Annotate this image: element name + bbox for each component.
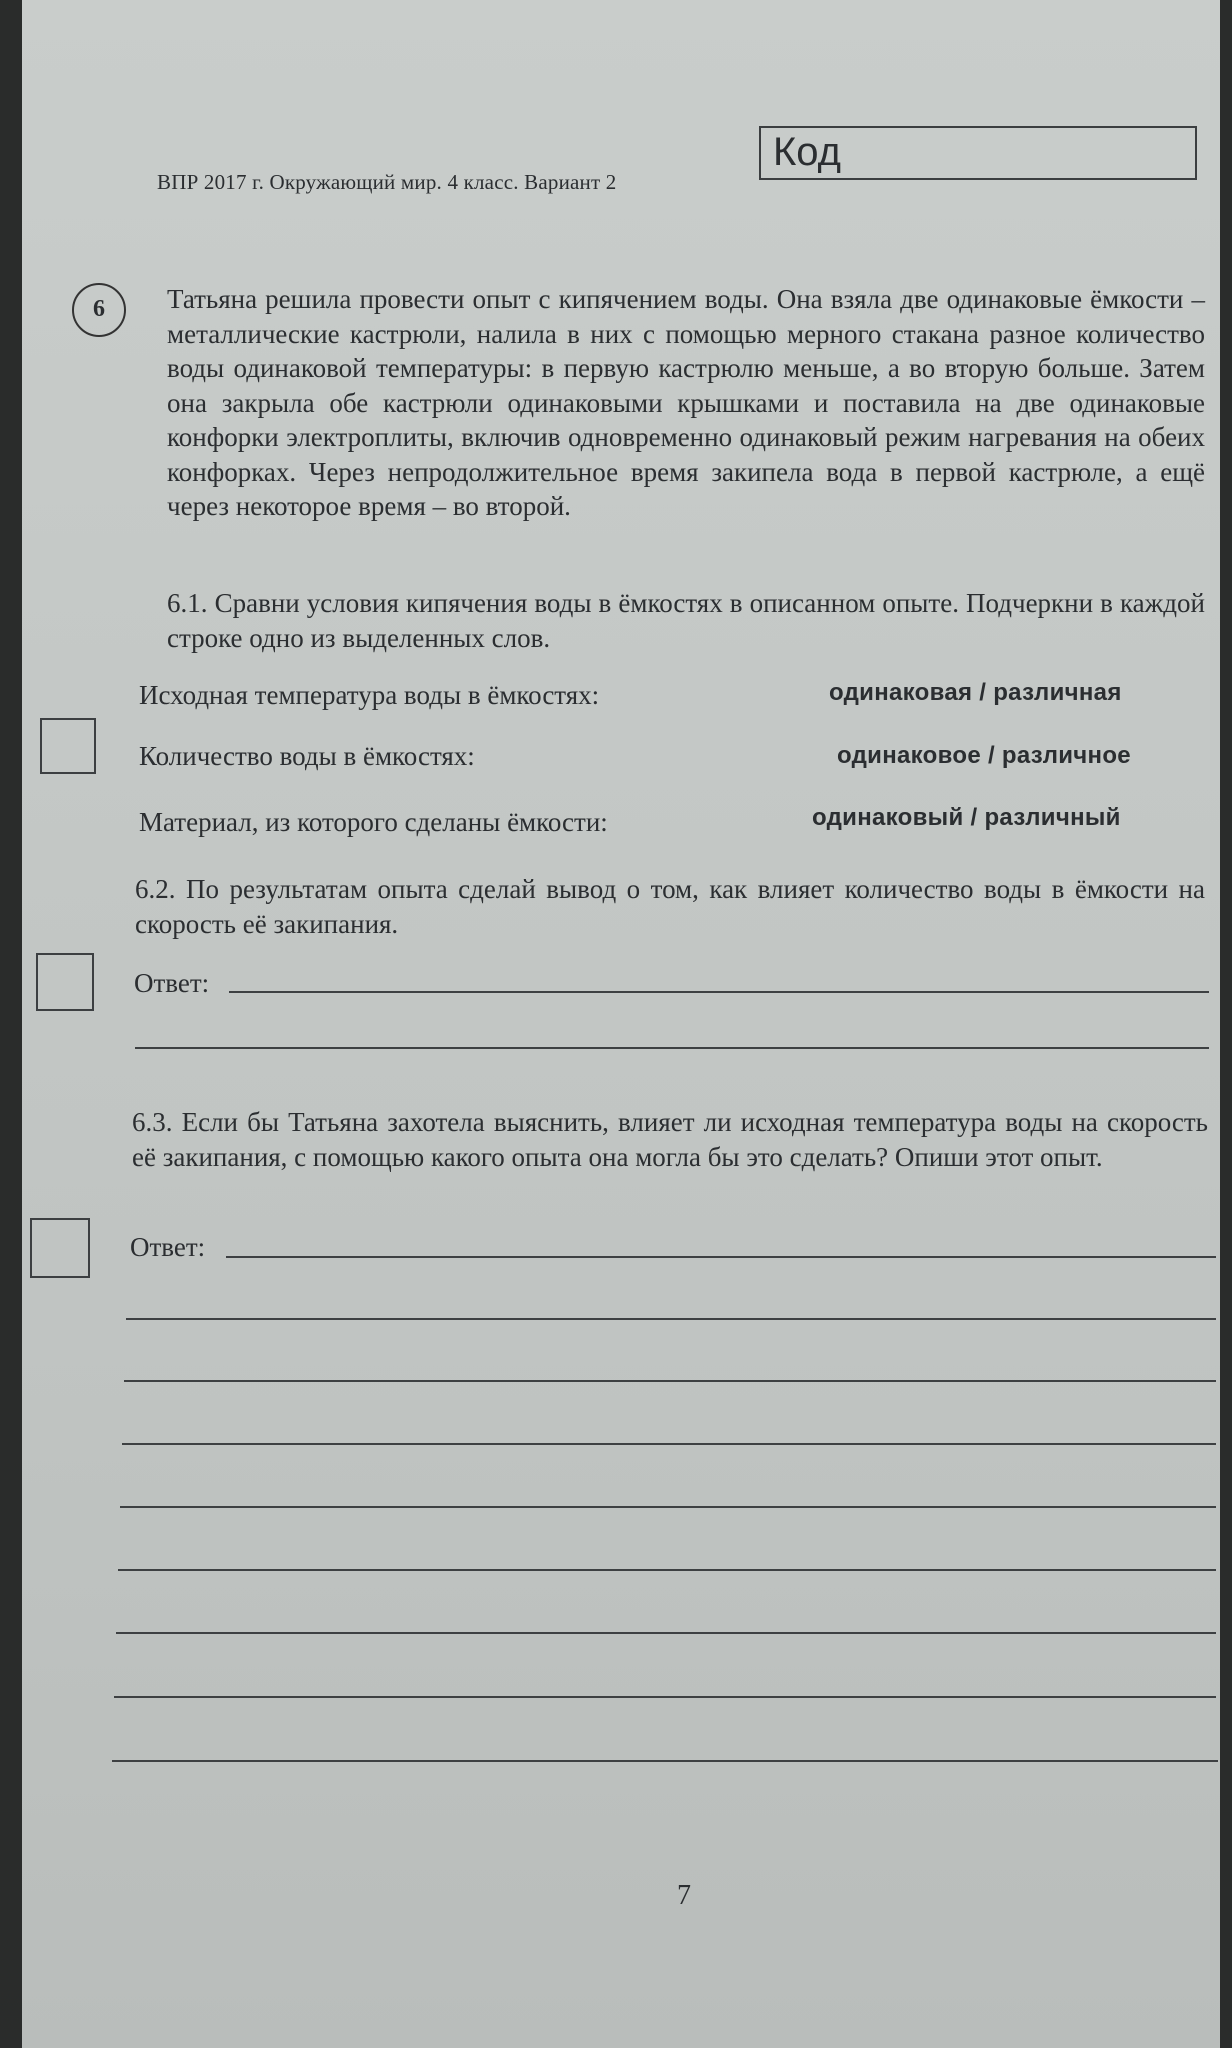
code-field[interactable] — [759, 126, 1197, 180]
page-number: 7 — [677, 1880, 691, 1911]
task-intro-text: Татьяна решила провести опыт с кипячением воды. Она взяла две одинаковые ёмкости – металлические кастрюли, налила в них с помощью мерного стакана разное количество воды одинаковой температуры: в первую кастрюлю меньше, а во вторую больше. Затем она закрыла обе кастрюли одинаковыми крышками и поставила на две одинаковые конфорки электроплиты, включив одновременно одинаковый режим нагревания на обеих конфорках. Через непродолжительное время закипела вода в первой кастрюле, а ещё через некоторое время – во второй. — [167, 284, 1205, 521]
answer-line[interactable] — [229, 991, 1209, 993]
choice-temperature[interactable]: одинаковая / различная — [829, 679, 1122, 706]
question-6-1-prompt: 6.1. Сравни условия кипячения воды в ёмкостях в описанном опыте. Подчеркни в каждой строке одно из выделенных слов. — [167, 588, 1205, 653]
row-label-material: Материал, из которого сделаны ёмкости: — [139, 807, 608, 837]
document-title: ВПР 2017 г. Окружающий мир. 4 класс. Вариант 2 — [157, 170, 617, 194]
answer-line[interactable] — [118, 1569, 1216, 1571]
task-number-badge: 6 — [72, 283, 126, 337]
question-6-3-prompt: 6.3. Если бы Татьяна захотела выяснить, влияет ли исходная температура воды на скорость её закипания, с помощью какого опыта она могла бы это сделать? Опиши этот опыт. — [132, 1107, 1208, 1172]
answer-line[interactable] — [135, 1047, 1209, 1049]
score-box-6-3[interactable] — [30, 1218, 90, 1278]
code-label: Код — [773, 130, 842, 174]
row-label-temperature: Исходная температура воды в ёмкостях: — [139, 680, 600, 710]
answer-line[interactable] — [124, 1380, 1216, 1382]
choice-quantity[interactable]: одинаковое / различное — [837, 742, 1131, 769]
question-6-2-prompt: 6.2. По результатам опыта сделай вывод о том, как влияет количество воды в ёмкости на скорость её закипания. — [135, 874, 1205, 939]
row-label-quantity: Количество воды в ёмкостях: — [139, 741, 475, 771]
answer-line[interactable] — [112, 1760, 1218, 1762]
answer-label-6-3: Ответ: — [130, 1232, 206, 1262]
answer-line[interactable] — [122, 1443, 1216, 1445]
answer-label-6-2: Ответ: — [134, 968, 210, 998]
answer-line[interactable] — [116, 1632, 1216, 1634]
choice-material[interactable]: одинаковый / различный — [812, 804, 1121, 831]
answer-line[interactable] — [226, 1256, 1216, 1258]
worksheet-page — [22, 0, 1220, 2048]
answer-line[interactable] — [126, 1318, 1216, 1320]
answer-line[interactable] — [120, 1506, 1216, 1508]
answer-line[interactable] — [114, 1696, 1216, 1698]
score-box-6-1[interactable] — [40, 718, 96, 774]
score-box-6-2[interactable] — [36, 953, 94, 1011]
page-header — [157, 126, 1207, 196]
